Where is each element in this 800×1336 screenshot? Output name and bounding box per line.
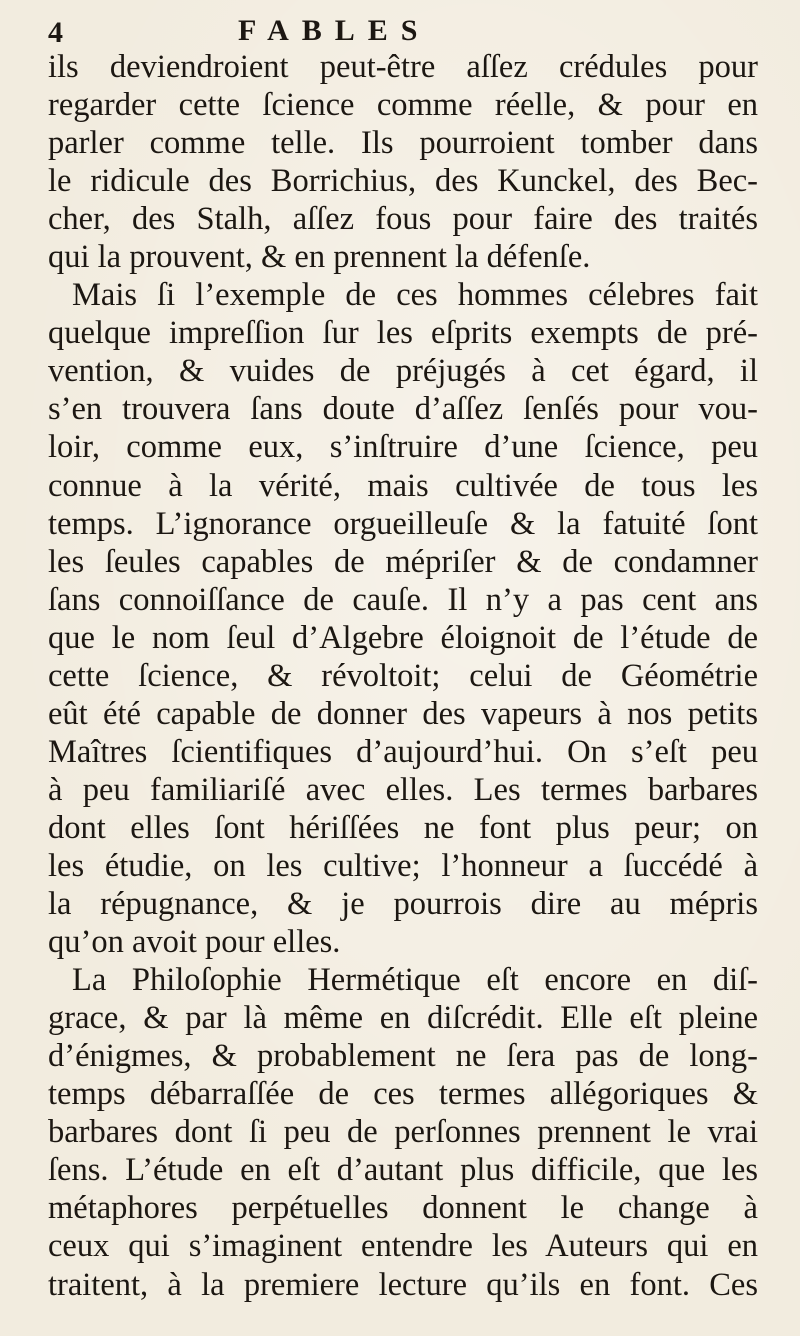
text-line: qu’on avoit pour elles. — [48, 924, 341, 961]
text-line: La Philoſophie Hermétique eſt encore en diſ- — [72, 962, 758, 999]
text-line: le ridicule des Borrichius, des Kunckel, des Bec- — [48, 163, 758, 200]
text-line: ils deviendroient peut-être aſſez crédules pour — [48, 49, 758, 85]
text-line: cette ſcience, & révoltoit; celui de Géométrie — [48, 657, 758, 694]
text-line: connue à la vérité, mais cultivée de tous les — [48, 467, 758, 504]
text-line: vention, & vuides de préjugés à cet égard, il — [48, 353, 758, 390]
text-line: Maîtres ſcientifiques d’aujourd’hui. On s’eſt peu — [48, 733, 758, 770]
page-header — [42, 12, 762, 52]
text-line: quelque impreſſion ſur les eſprits exempts de pré- — [48, 315, 758, 352]
page-number: 4 — [48, 16, 63, 49]
body-text — [48, 48, 758, 1304]
text-line: dont elles ſont hériſſées ne font plus peur; on — [48, 809, 758, 846]
text-line: barbares dont ſi peu de perſonnes prennent le vrai — [48, 1114, 758, 1151]
text-line: que le nom ſeul d’Algebre éloignoit de l’étude de — [48, 619, 758, 656]
text-line: d’énigmes, & probablement ne ſera pas de long- — [48, 1038, 758, 1075]
text-line: parler comme telle. Ils pourroient tomber dans — [48, 125, 758, 162]
text-line: temps débarraſſée de ces termes allégoriques & — [48, 1076, 758, 1113]
text-line: qui la prouvent, & en prennent la défenſe. — [48, 239, 591, 276]
text-line: s’en trouvera ſans doute d’aſſez ſenſés pour vou- — [48, 391, 758, 428]
text-line: la répugnance, & je pourrois dire au mépris — [48, 886, 758, 923]
text-line: traitent, à la premiere lecture qu’ils en font. Ces — [48, 1266, 758, 1303]
text-line: loir, comme eux, s’inſtruire d’une ſcience, peu — [48, 429, 758, 466]
text-line: ſens. L’étude en eſt d’autant plus difficile, que les — [48, 1152, 758, 1189]
text-line: temps. L’ignorance orgueilleuſe & la fatuité ſont — [48, 505, 758, 542]
text-line: eût été capable de donner des vapeurs à nos petits — [48, 695, 758, 732]
text-line: regarder cette ſcience comme réelle, & pour en — [48, 87, 758, 124]
text-line: métaphores perpétuelles donnent le change à — [48, 1190, 758, 1227]
text-line: Mais ſi l’exemple de ces hommes célebres fait — [72, 277, 758, 314]
text-line: les étudie, on les cultive; l’honneur a ſuccédé à — [48, 847, 758, 884]
text-line: ceux qui s’imaginent entendre les Auteurs qui en — [48, 1228, 758, 1265]
text-line: ſans connoiſſance de cauſe. Il n’y a pas cent ans — [48, 581, 758, 618]
text-line: grace, & par là même en diſcrédit. Elle eſt pleine — [48, 1000, 758, 1037]
text-line: à peu familiariſé avec elles. Les termes barbares — [48, 771, 758, 808]
text-line: cher, des Stalh, aſſez fous pour faire des traités — [48, 201, 758, 238]
running-head: FABLES — [238, 14, 431, 47]
text-line: les ſeules capables de mépriſer & de condamner — [48, 543, 758, 580]
